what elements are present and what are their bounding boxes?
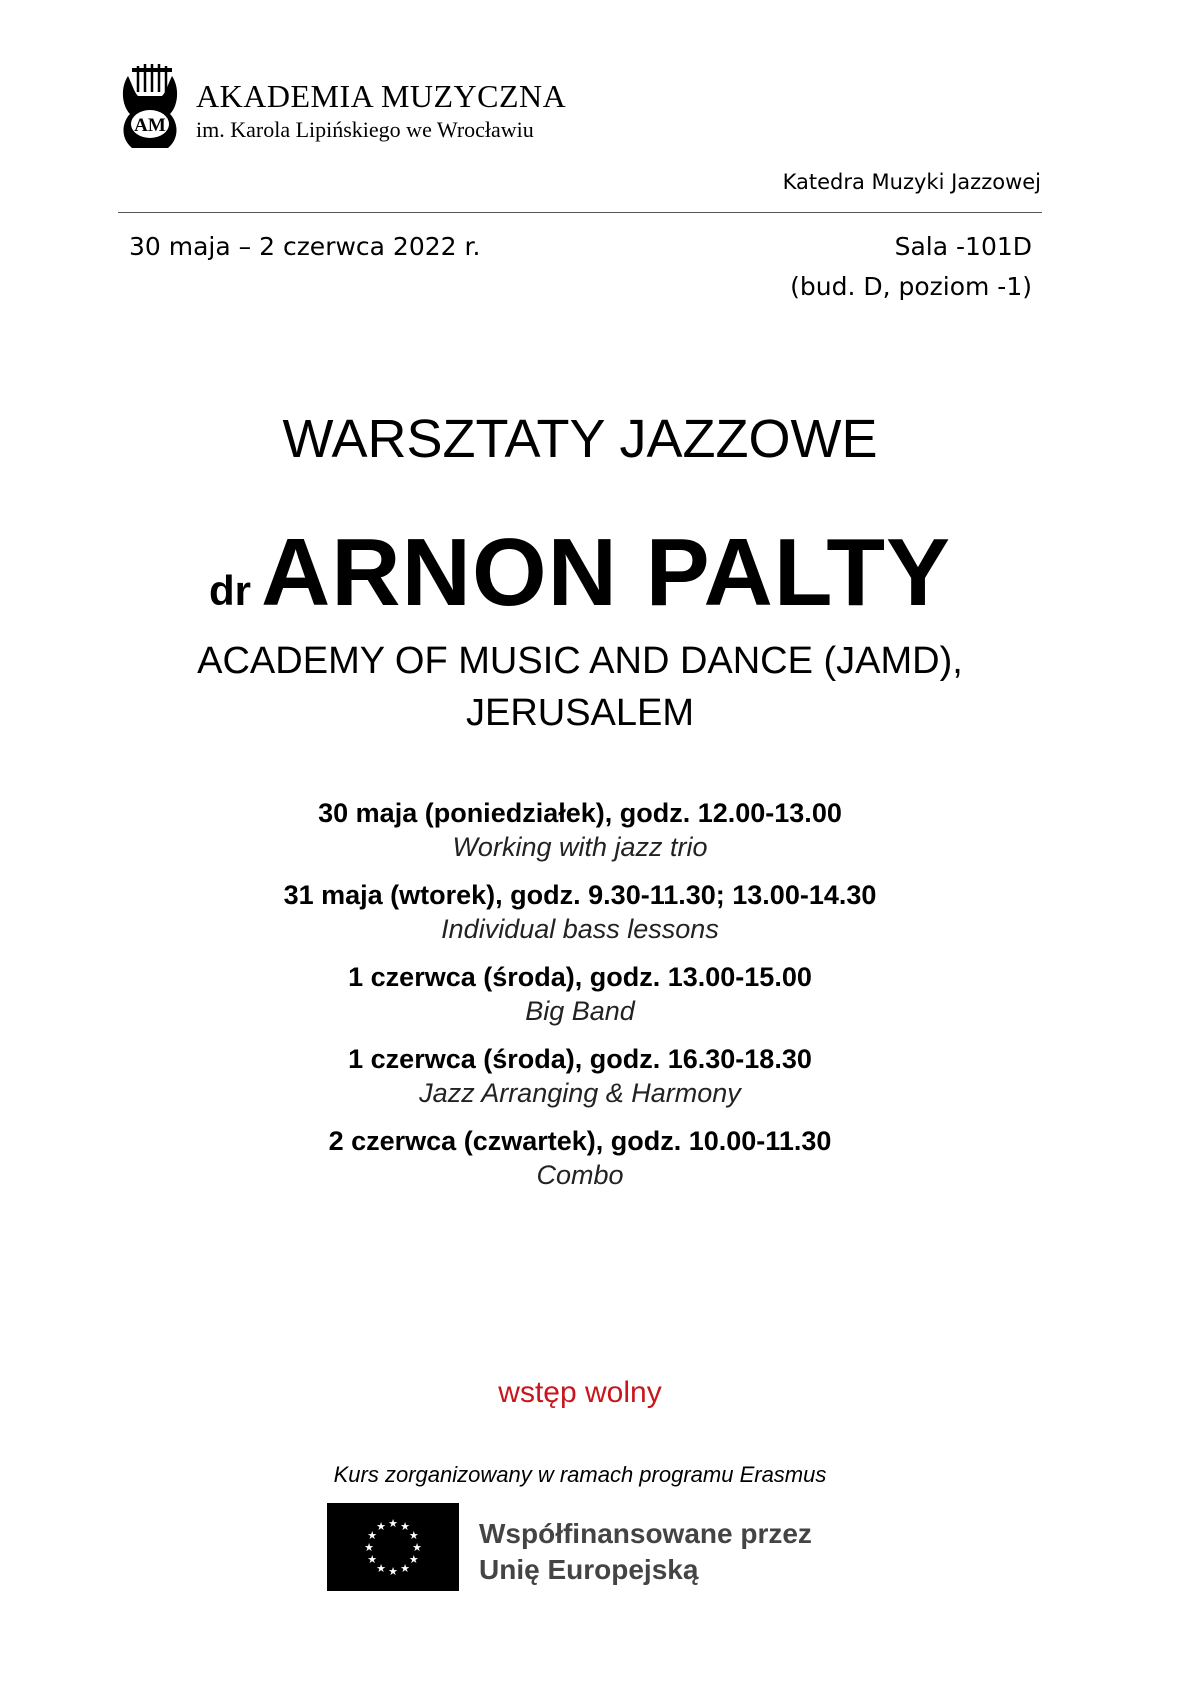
eu-star: ★: [364, 1541, 374, 1554]
academy-logo: [118, 62, 182, 154]
event-dates: 30 maja – 2 czerwca 2022 r.: [129, 232, 481, 261]
department-name: Katedra Muzyki Jazzowej: [782, 170, 1041, 194]
eu-star: ★: [367, 1553, 378, 1566]
affiliation-line-1: ACADEMY OF MUSIC AND DANCE (JAMD),: [197, 640, 963, 682]
schedule-topic-2: Individual bass lessons: [441, 914, 719, 944]
schedule-topic-3: Big Band: [525, 996, 635, 1026]
eu-star: ★: [412, 1541, 422, 1554]
event-title: WARSZTATY JAZZOWE: [282, 409, 878, 469]
room-label: Sala -101D: [894, 232, 1032, 261]
schedule-date-1: 30 maja (poniedziałek), godz. 12.00-13.00: [318, 798, 842, 828]
schedule-topic-4: Jazz Arranging & Harmony: [419, 1078, 741, 1108]
institution-name: AKADEMIA MUZYCZNA: [196, 78, 567, 114]
speaker-name: ARNON PALTY: [260, 519, 952, 626]
eu-star: ★: [376, 1561, 386, 1575]
eu-cofinanced-line-2: Unię Europejską: [479, 1554, 699, 1585]
eu-star: ★: [388, 1565, 398, 1578]
schedule-date-2: 31 maja (wtorek), godz. 9.30-11.30; 13.00-14.30: [283, 880, 877, 910]
schedule-date-5: 2 czerwca (czwartek), godz. 10.00-11.30: [328, 1126, 832, 1156]
affiliation-line-2: JERUSALEM: [465, 692, 695, 734]
schedule-date-3: 1 czerwca (środa), godz. 13.00-15.00: [348, 962, 812, 992]
eu-flag-icon: [327, 1503, 459, 1591]
speaker-prefix: dr: [208, 567, 251, 614]
speaker: [0, 518, 1160, 628]
eu-star: ★: [408, 1553, 419, 1566]
svg-text:AM: AM: [134, 115, 166, 136]
eu-star: ★: [376, 1520, 386, 1534]
building-label: (bud. D, poziom -1): [790, 272, 1032, 301]
eu-star: ★: [367, 1529, 378, 1542]
header-divider: [118, 212, 1042, 213]
institution-subtitle: im. Karola Lipińskiego we Wrocławiu: [196, 117, 534, 142]
schedule-topic-1: Working with jazz trio: [452, 832, 708, 862]
schedule-date-4: 1 czerwca (środa), godz. 16.30-18.30: [348, 1044, 812, 1074]
eu-star: ★: [400, 1520, 410, 1534]
eu-star: ★: [400, 1561, 410, 1575]
eu-cofinanced-line-1: Współfinansowane przez: [479, 1518, 812, 1549]
free-admission-note: wstęp wolny: [498, 1376, 662, 1409]
erasmus-note: Kurs zorganizowany w ramach programu Erasmus: [333, 1462, 827, 1487]
eu-star: ★: [408, 1529, 419, 1542]
eu-star: ★: [388, 1517, 398, 1530]
schedule-topic-5: Combo: [536, 1160, 624, 1190]
